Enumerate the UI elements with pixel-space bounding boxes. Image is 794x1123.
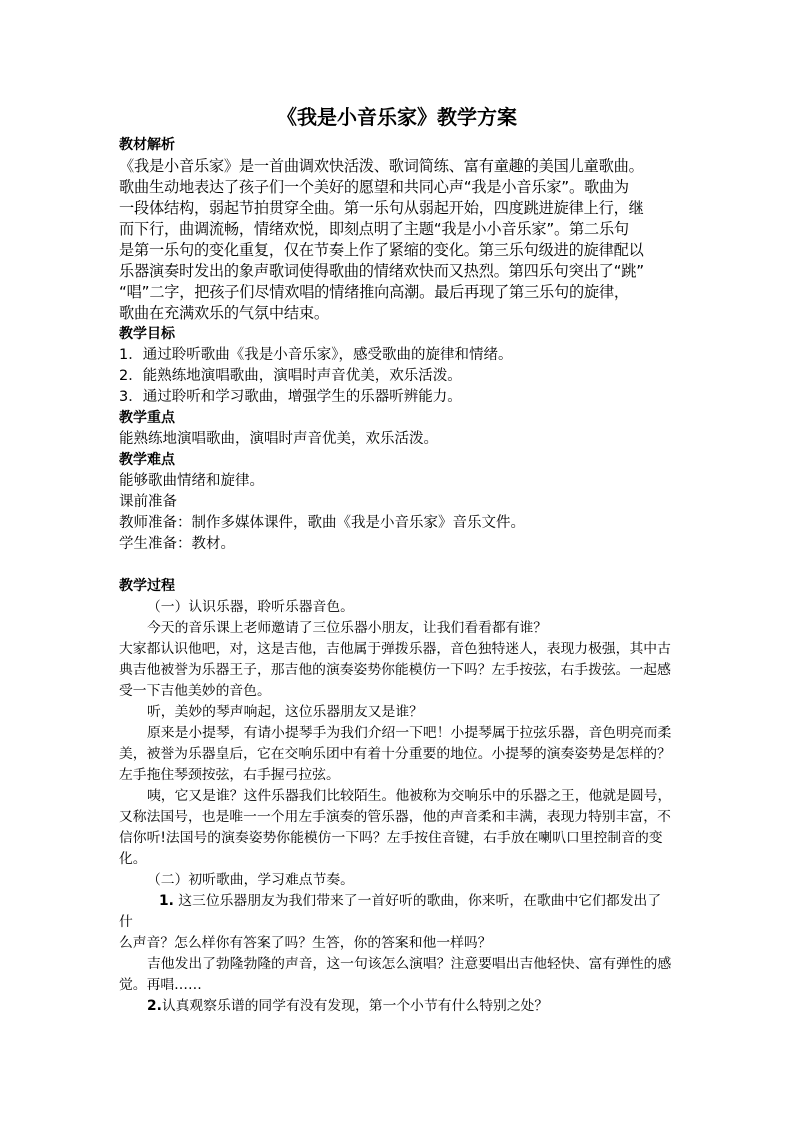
question-1-wrap: 什 — [119, 914, 133, 930]
page-title: 《我是小音乐家》教学方案 — [277, 105, 517, 129]
process-line: 原来是小提琴，有请小提琴手为我们介绍一下吧！小提琴属于拉弦乐器，音色明亮而柔 — [147, 725, 672, 741]
process-line: 又称法国号，也是唯一一个用左手演奏的管乐器，他的声音柔和丰满，表现力特别丰富，不 — [119, 809, 671, 825]
analysis-line: 一段体结构，弱起节拍贯穿全曲。第一乐句从弱起开始，四度跳进旋律上行，继 — [119, 199, 644, 217]
section-heading-goals: 教学目标 — [119, 326, 175, 342]
process-line: 信你听!法国号的演奏姿势你能模仿一下吗？左手按住音键，右手放在喇叭口里控制音的变 — [119, 830, 663, 846]
process-line: 觉。再唱…… — [119, 977, 202, 993]
process-paragraph: 今天的音乐课上老师邀请了三位乐器小朋友，让我们看看都有谁？ — [147, 620, 548, 636]
analysis-line: 《我是小音乐家》是一首曲调欢快活泼、歌词简练、富有童趣的美国儿童歌曲。 — [119, 157, 644, 175]
process-paragraph: 听，美妙的琴声响起，这位乐器朋友又是谁？ — [147, 704, 423, 720]
goal-item: 2．能熟练地演唱歌曲，演唱时声音优美，欢乐活泼。 — [119, 368, 462, 384]
analysis-line: 而下行，曲调流畅，情绪欢悦，即刻点明了主题“我是小小音乐家”。第二乐句 — [119, 220, 629, 238]
question-1-number: 1. — [159, 893, 174, 909]
process-line: 左手拖住琴颈按弦，右手握弓拉弦。 — [119, 767, 340, 783]
goal-item: 1．通过聆听歌曲《我是小音乐家》，感受歌曲的旋律和情绪。 — [119, 347, 513, 363]
key-text: 能熟练地演唱歌曲，演唱时声音优美，欢乐活泼。 — [119, 431, 438, 447]
analysis-line: “唱”二字，把孩子们尽情欢唱的情绪推向高潮。最后再现了第三乐句的旋律， — [119, 283, 629, 301]
process-line: 受一下吉他美妙的音色。 — [119, 683, 271, 699]
analysis-line: 歌曲生动地表达了孩子们一个美好的愿望和共同心声“我是小音乐家”。歌曲为 — [119, 178, 629, 196]
part1-title: （一）认识乐器，聆听乐器音色。 — [147, 599, 354, 615]
difficulty-text: 能够歌曲情绪和旋律。 — [119, 473, 264, 489]
spacer — [119, 555, 689, 576]
section-heading-analysis: 教材解析 — [119, 137, 175, 153]
process-line: 美，被誉为乐器皇后，它在交响乐团中有着十分重要的地位。小提琴的演奏姿势是怎样的？ — [119, 746, 671, 762]
process-line: 化。 — [119, 851, 147, 867]
document-body — [119, 135, 689, 1017]
process-line: 咦，它又是谁？这件乐器我们比较陌生。他被称为交响乐中的乐器之王，他就是圆号， — [147, 788, 672, 804]
process-line: 吉他发出了勃隆勃隆的声音，这一句该怎么演唱？注意要唱出吉他轻快、富有弹性的感 — [147, 956, 672, 972]
section-heading-process: 教学过程 — [119, 578, 175, 594]
analysis-line: 歌曲在充满欢乐的气氛中结束。 — [119, 304, 329, 322]
analysis-line: 乐器演奏时发出的象声歌词使得歌曲的情绪欢快而又热烈。第四乐句突出了“跳” — [119, 262, 644, 280]
question-2 — [119, 996, 689, 1017]
process-line: 大家都认识他吧，对，这是吉他，吉他属于弹拨乐器，音色独特迷人，表现力极强，其中古 — [119, 641, 671, 657]
question-2-text: 认真观察乐谱的同学有没有发现，第一个小节有什么特别之处？ — [161, 998, 549, 1014]
process-line: 典吉他被誉为乐器王子，那吉他的演奏姿势你能模仿一下吗？左手按弦，右手拨弦。一起感 — [119, 662, 671, 678]
section-heading-prep: 课前准备 — [119, 494, 177, 510]
part2-title: （二）初听歌曲，学习难点节奏。 — [147, 872, 354, 888]
section-heading-key: 教学重点 — [119, 410, 175, 426]
analysis-line: 是第一乐句的变化重复，仅在节奏上作了紧缩的变化。第三乐句级进的旋律配以 — [119, 241, 644, 259]
question-1-line2: 么声音？怎么样你有答案了吗？生答，你的答案和他一样吗？ — [119, 935, 492, 951]
process-body — [119, 597, 689, 1017]
prep-student: 学生准备：教材。 — [119, 536, 235, 552]
goal-item: 3．通过聆听和学习歌曲，增强学生的乐器听辨能力。 — [119, 389, 462, 405]
section-heading-difficulty: 教学难点 — [119, 452, 175, 468]
prep-teacher: 教师准备：制作多媒体课件，歌曲《我是小音乐家》音乐文件。 — [119, 515, 525, 531]
question-1-text: 这三位乐器朋友为我们带来了一首好听的歌曲，你来听，在歌曲中它们都发出了 — [173, 893, 662, 909]
question-2-number: 2. — [147, 998, 162, 1014]
question-1 — [119, 891, 689, 912]
